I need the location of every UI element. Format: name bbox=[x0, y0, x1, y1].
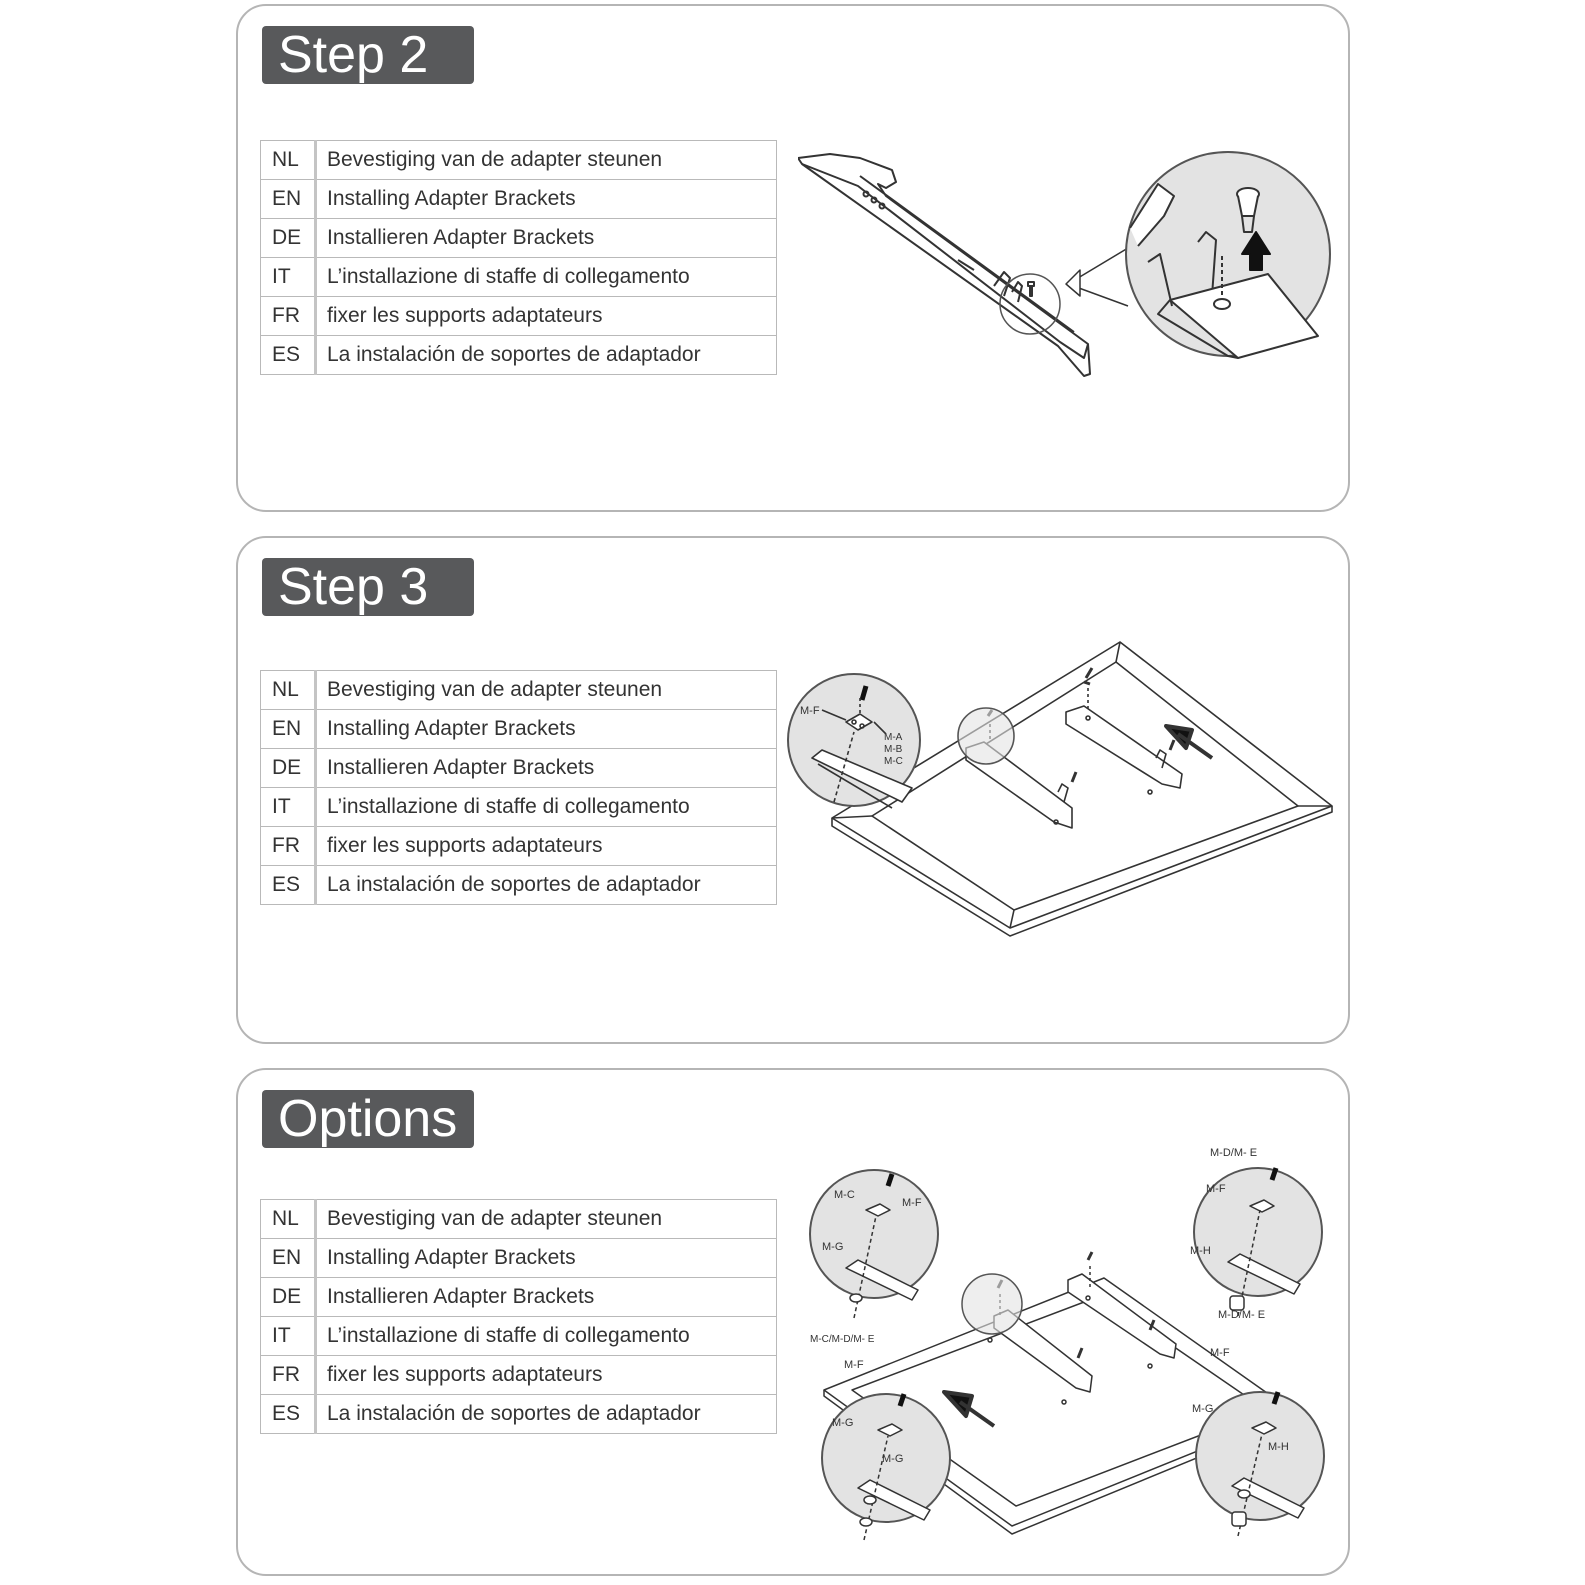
instruction-text: Bevestiging van de adapter steunen bbox=[316, 141, 777, 180]
language-table bbox=[260, 670, 777, 905]
part-label: M-G bbox=[832, 1417, 854, 1429]
instruction-text: fixer les supports adaptateurs bbox=[316, 297, 777, 336]
part-label: M-G bbox=[882, 1453, 904, 1465]
table-row bbox=[261, 710, 777, 749]
instruction-text: La instalación de soportes de adaptador bbox=[316, 866, 777, 905]
language-code: IT bbox=[261, 1317, 316, 1356]
table-row bbox=[261, 866, 777, 905]
language-code: DE bbox=[261, 749, 316, 788]
part-label: M-C bbox=[884, 756, 903, 767]
step-2-panel bbox=[236, 4, 1350, 512]
table-row bbox=[261, 1395, 777, 1434]
instruction-text: Installieren Adapter Brackets bbox=[316, 219, 777, 258]
tv-bracket-illustration bbox=[782, 638, 1342, 938]
language-code: FR bbox=[261, 1356, 316, 1395]
table-row bbox=[261, 219, 777, 258]
table-row bbox=[261, 671, 777, 710]
table-row bbox=[261, 180, 777, 219]
language-code: EN bbox=[261, 710, 316, 749]
language-code: ES bbox=[261, 336, 316, 375]
part-label: M-G bbox=[1192, 1403, 1214, 1415]
language-code: IT bbox=[261, 788, 316, 827]
step-3-panel bbox=[236, 536, 1350, 1044]
language-code: IT bbox=[261, 258, 316, 297]
part-label: M-F bbox=[800, 705, 820, 717]
instruction-text: fixer les supports adaptateurs bbox=[316, 827, 777, 866]
table-row bbox=[261, 1239, 777, 1278]
bracket-illustration bbox=[798, 136, 1338, 386]
part-label: M-G bbox=[822, 1241, 844, 1253]
step-title: Options bbox=[262, 1090, 474, 1148]
table-row bbox=[261, 749, 777, 788]
instruction-text: L’installazione di staffe di collegamento bbox=[316, 788, 777, 827]
instruction-text: L’installazione di staffe di collegamento bbox=[316, 258, 777, 297]
part-label: M-C bbox=[834, 1189, 855, 1201]
part-label: M-H bbox=[1268, 1441, 1289, 1453]
part-label: M-F bbox=[902, 1197, 922, 1209]
table-row bbox=[261, 258, 777, 297]
language-code: NL bbox=[261, 141, 316, 180]
language-code: EN bbox=[261, 1239, 316, 1278]
table-row bbox=[261, 827, 777, 866]
step-title: Step 2 bbox=[262, 26, 474, 84]
table-row bbox=[261, 336, 777, 375]
instruction-text: Bevestiging van de adapter steunen bbox=[316, 671, 777, 710]
part-label: M-D/M- E bbox=[1218, 1309, 1266, 1321]
part-label: M-F bbox=[1206, 1183, 1226, 1195]
part-label: M-B bbox=[884, 744, 903, 755]
table-row bbox=[261, 788, 777, 827]
step-title: Step 3 bbox=[262, 558, 474, 616]
language-code: EN bbox=[261, 180, 316, 219]
part-label: M-A bbox=[884, 732, 903, 743]
instruction-text: L’installazione di staffe di collegamento bbox=[316, 1317, 777, 1356]
language-code: DE bbox=[261, 219, 316, 258]
part-label: M-F bbox=[1210, 1347, 1230, 1359]
language-code: DE bbox=[261, 1278, 316, 1317]
language-code: ES bbox=[261, 866, 316, 905]
table-row bbox=[261, 141, 777, 180]
instruction-text: Installing Adapter Brackets bbox=[316, 1239, 777, 1278]
options-panel bbox=[236, 1068, 1350, 1576]
instruction-text: Installing Adapter Brackets bbox=[316, 710, 777, 749]
options-illustration bbox=[804, 1140, 1344, 1550]
instruction-text: Installieren Adapter Brackets bbox=[316, 1278, 777, 1317]
table-row bbox=[261, 1317, 777, 1356]
language-code: NL bbox=[261, 1200, 316, 1239]
part-label: M-F bbox=[844, 1359, 864, 1371]
language-table bbox=[260, 140, 777, 375]
part-label: M-D/M- E bbox=[1210, 1147, 1258, 1159]
part-label: M-H bbox=[1190, 1245, 1211, 1257]
language-table bbox=[260, 1199, 777, 1434]
instruction-text: La instalación de soportes de adaptador bbox=[316, 336, 777, 375]
language-code: FR bbox=[261, 297, 316, 336]
instruction-text: Bevestiging van de adapter steunen bbox=[316, 1200, 777, 1239]
instruction-text: Installieren Adapter Brackets bbox=[316, 749, 777, 788]
table-row bbox=[261, 1278, 777, 1317]
language-code: FR bbox=[261, 827, 316, 866]
instruction-text: fixer les supports adaptateurs bbox=[316, 1356, 777, 1395]
table-row bbox=[261, 1200, 777, 1239]
language-code: ES bbox=[261, 1395, 316, 1434]
table-row bbox=[261, 297, 777, 336]
table-row bbox=[261, 1356, 777, 1395]
instruction-text: La instalación de soportes de adaptador bbox=[316, 1395, 777, 1434]
language-code: NL bbox=[261, 671, 316, 710]
part-label: M-C/M-D/M- E bbox=[810, 1334, 875, 1345]
instruction-text: Installing Adapter Brackets bbox=[316, 180, 777, 219]
